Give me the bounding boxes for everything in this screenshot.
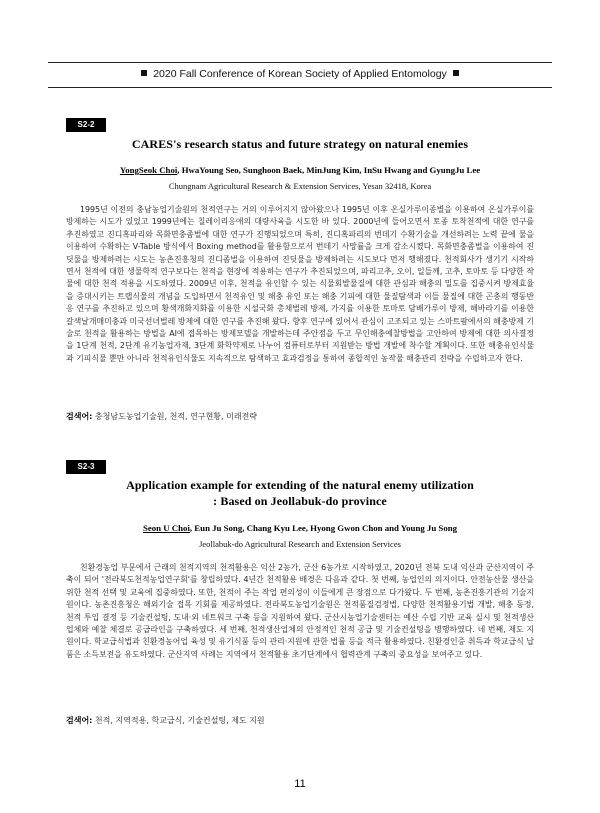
conference-header (48, 62, 552, 88)
page-number: 11 (294, 778, 306, 790)
paper-authors (60, 523, 540, 533)
conference-title: 2020 Fall Conference of Korean Society of Applied Entomology (153, 68, 447, 80)
paper-title: CARES's research status and future strategy on natural enemies (131, 137, 469, 151)
keywords (66, 715, 534, 727)
paper-authors (60, 165, 540, 175)
session-tag: S2-2 (66, 118, 106, 132)
affiliation: Jeollabuk-do Agricultural Research and Extension Services (199, 539, 401, 549)
abstract-body: 친환경농업 부문에서 근래의 천적지역의 천적활용은 익산 2농가, 군산 6농가로 시작하였고, 2020년 전북 도내 익산과 군산지역이 주축이 되어 '전라북도천적농업연구회'를 창립하였다. 4년간 천적활용 배경은 다음과 같다. 첫 번째, 농업인의 의지이다. 안전농산물 생산을 위한 천적 선택 및 교육에 집중하였다. 또한, 천적이 주는 작업 편의성이 이들에게 큰 장점으로 다가왔다. 두 번째, 농촌진흥기관의 기술지원이다. 농촌진흥청은 해외기술 접목 기회를 제공하였다. 전라북도농업기술원은 천적품질검정법, 다양한 천적활용기법 개발, 해충 동정, 천적 투입 결정 등 기술컨설팅, 도내·외 네트워크 구축 등을 지원하여 왔다. 군산시농업기술센터는 예산 수립 기반 교육 실시 및 천적생산업체와 예찰 체결로 공급라인을 구축하였다. 세 번째, 천적생산업체의 안정적인 천적 공급 및 기술컨설팅을 병행하였다. 네 번째, 제도 지원이다. 학교급식법과 친환경농어업 육성 및 유기식품 등의 관리·지원에 관한 법률 등을 적극 활용하였다. 친환경인증 취득과 학교급식 납품은 소득보전을 유도하였다. 군산지역 사례는 지역에서 천적활용 초기단계에서 협력관계 구축의 중요성을 보여주고 있다. (66, 563, 534, 659)
paper-title: Application example for extending of the natural enemy utilization (126, 478, 474, 492)
presenting-author: Seon U Choi (142, 523, 190, 533)
keywords-label: 검색어: (66, 412, 93, 421)
presenting-author: YongSeok Choi (119, 165, 178, 175)
paper-subtitle: : Based on Jeollabuk-do province (213, 494, 387, 508)
affiliation: Chungnam Agricultural Research & Extension Services, Yesan 32418, Korea (168, 181, 432, 191)
co-authors: , HwaYoung Seo, Sunghoon Baek, MinJung Kim, InSu Hwang and GyungJu Lee (177, 165, 481, 175)
square-bullet-icon (453, 70, 459, 76)
keywords (66, 411, 534, 423)
abstract-body: 1995년 이전의 충남농업기술원의 천적연구는 거의 이루어지지 않아왔으나 1995년 이후 온실가루이종별을 이용하여 온실가루이를 방제하는 시도가 있었고 1999년에는 칠레이리응애의 대량사육을 시도한 바 있다. 2000년에 들어오면서 토종 토착천적에 대한 연구를 추진하였고 진디혹파리와 목화면충좀벌에 대한 연구가 진행되었으며 특히, 진디혹파리의 번데기 수확기술을 개선하려는 노력 끝에 물을 이용하여 수확하는 V-Table 방식에서 Boxing method를 활용함으로서 번데기 사망률을 크게 감소시켰다. 목화면충좀벌을 이용하여 진딧물을 방제하려는 시도는 농촌진흥청의 진디좀벌을 이용하여 진딧물을 방제하려는 시도보다 먼저 행해졌다. 천적회사가 생기기 시작하면서 천적에 대한 생물학적 연구보다는 천적을 현장에 적용하는 연구가 추진되었으며, 파리고추, 오이, 일들깨, 고추, 토마토 등 다양한 작물에 대한 천적 적용을 시도하였다. 2009년 이후, 천적을 유인할 수 있는 식물회발물질에 대한 관심과 해충의 밀도를 집중시켜 방제효율을 증대시키는 트랩식물의 개념을 도입하면서 천적유인 및 해충 유인 또는 해충 기피에 대한 물질탐색과 이들 물질에 대한 곤충의 행동반응 연구를 추진하고 있으며 황색개화지화를 이용한 시설국화 총채벌레 방제, 가지를 이용한 토마토 담배가루이 방제, 해바라기를 이용한 갈색날개매미충과 미국선녀벌레 방제에 대한 연구를 추진해 왔다. 향후 연구에 있어서 관심이 고조되고 있는 스마트팜에서의 해충방제 기술로 천적을 활용하는 방법을 AI에 접목하는 방제모델을 개발하는데 주안점을 두고 무인해충예찰방법을 고안하여 방제에 대한 의사결정을 1단계 천적, 2단계 유기농업자재, 3단계 화학약제로 나누어 컴퓨터로부터 지원받는 방법 개발에 착수할 계획이다. 또한 해충유인식물과 기피식물 뿐만 아니라 천적유인식물도 지속적으로 탐색하고 효과검정을 통하여 종합적인 농작물 해충관리 전략을 수립하고자 한다. (66, 205, 534, 363)
co-authors: , Eun Ju Song, Chang Kyu Lee, Hyong Gwon Chon and Young Ju Song (189, 523, 458, 533)
square-bullet-icon (141, 70, 147, 76)
keywords-value: 충청남도농업기술원, 천적, 연구현황, 미래전략 (92, 412, 258, 421)
session-tag: S2-3 (66, 460, 106, 474)
keywords-label: 검색어: (66, 716, 93, 725)
keywords-value: 천적, 지역적용, 학교급식, 기술컨설팅, 제도 지원 (92, 716, 265, 725)
